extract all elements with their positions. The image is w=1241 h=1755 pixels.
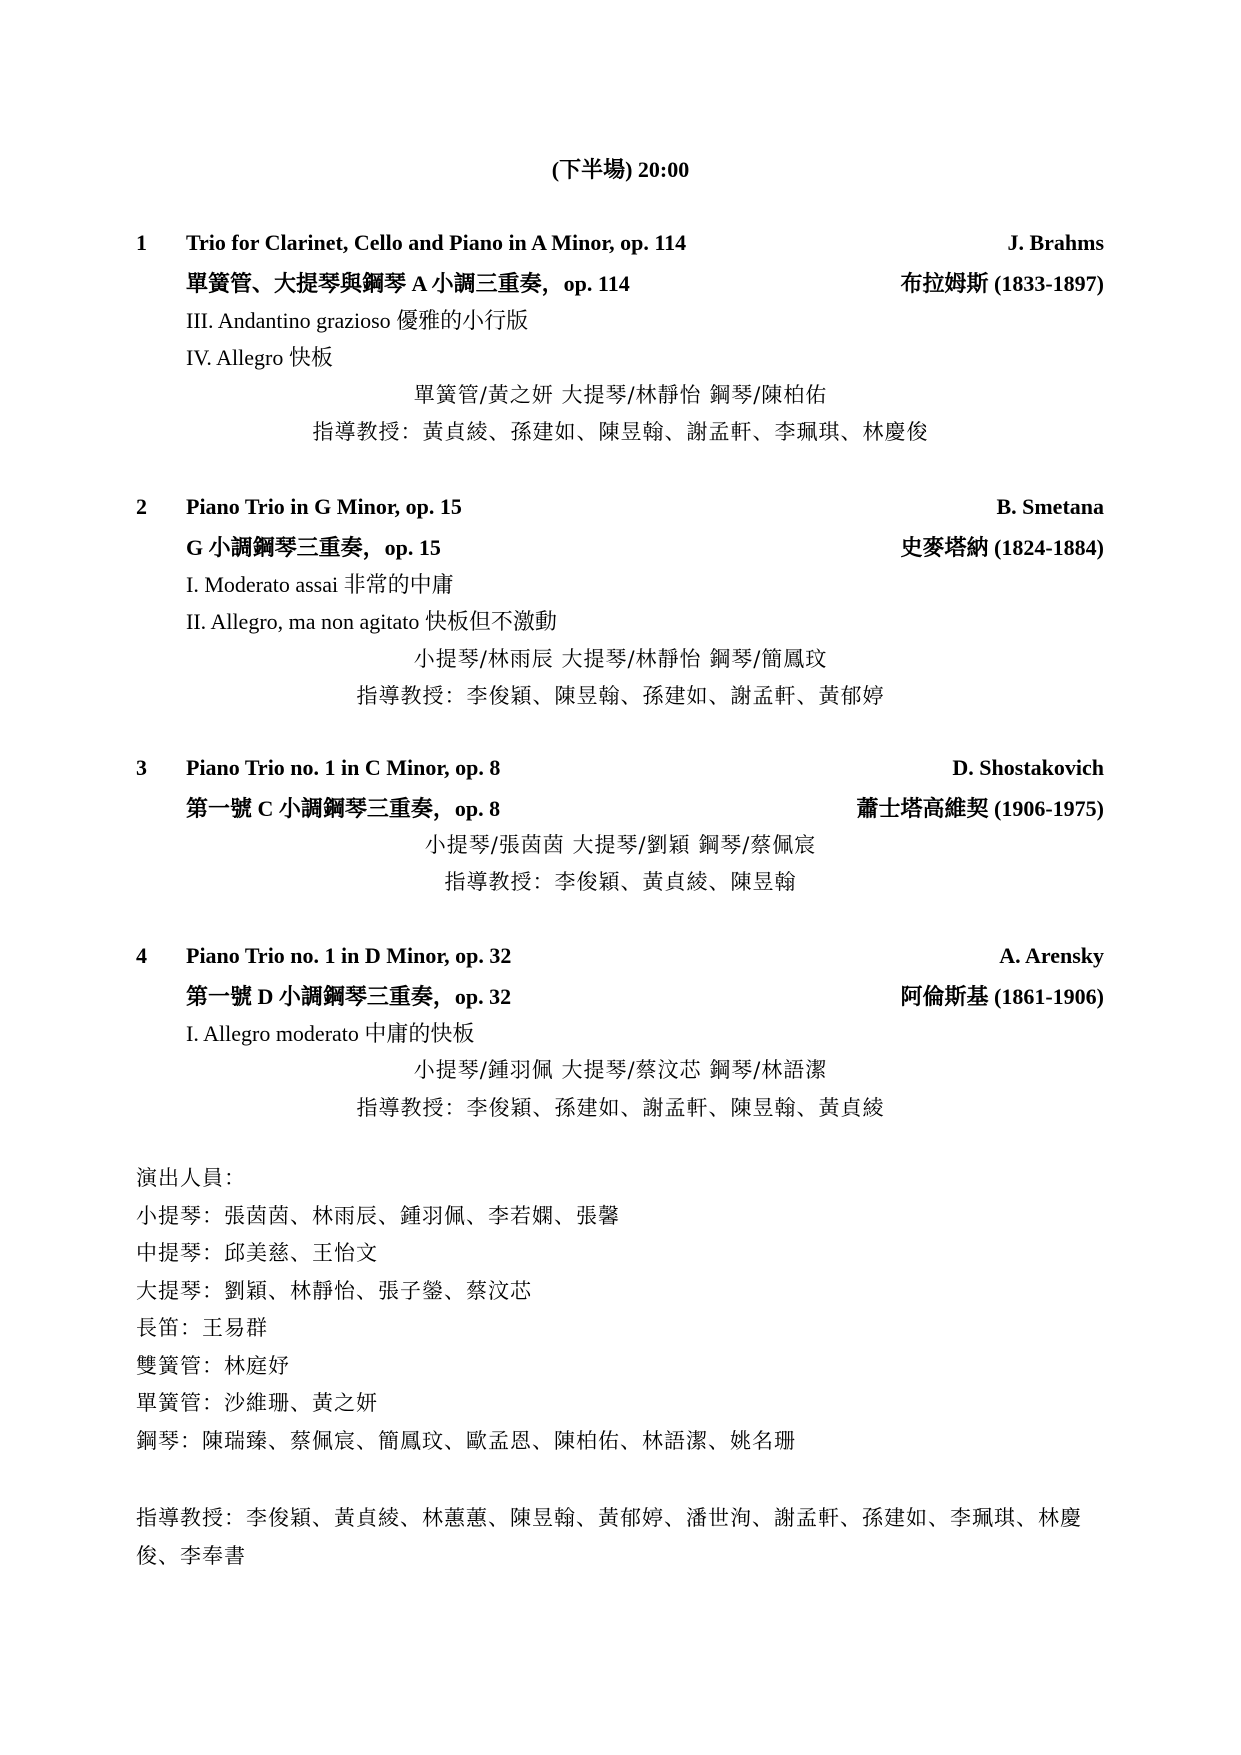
- composer-zh: 布拉姆斯 (1833-1897): [900, 271, 1104, 296]
- movement: I. Allegro moderato 中庸的快板: [186, 1021, 475, 1046]
- piece-title-zh: 第一號 C 小調鋼琴三重奏，op. 8: [186, 796, 501, 821]
- piece-number: 4: [136, 943, 147, 968]
- piece-number: 3: [136, 755, 147, 780]
- performers-heading: 演出人員：: [136, 1166, 246, 1190]
- piece-title-zh: G 小調鋼琴三重奏，op. 15: [186, 535, 441, 560]
- piece-advisors: 指導教授：李俊穎、孫建如、謝孟軒、陳昱翰、黃貞綾: [356, 1096, 885, 1120]
- piece-title-en: Piano Trio in G Minor, op. 15: [186, 494, 462, 519]
- performers-clarinet: 單簧管：沙維珊、黃之妍: [136, 1391, 378, 1415]
- composer-en: D. Shostakovich: [952, 755, 1104, 780]
- performers-piano: 鋼琴：陳瑞臻、蔡佩宸、簡鳳玟、歐孟恩、陳柏佑、林語潔、姚名珊: [136, 1428, 796, 1453]
- piece-number: 2: [136, 494, 147, 519]
- piece-advisors: 指導教授：李俊穎、黃貞綾、陳昱翰: [444, 870, 797, 894]
- performers-flute: 長笛：王易群: [136, 1316, 268, 1340]
- piece-title-en: Trio for Clarinet, Cello and Piano in A Minor, op. 114: [186, 230, 687, 255]
- composer-zh: 阿倫斯基 (1861-1906): [900, 984, 1104, 1009]
- movement: II. Allegro, ma non agitato 快板但不激動: [186, 609, 557, 634]
- piece-performers: 小提琴/張茵茵 大提琴/劉穎 鋼琴/蔡佩宸: [424, 833, 817, 857]
- piece-performers: 小提琴/林雨辰 大提琴/林靜怡 鋼琴/簡鳳玟: [413, 647, 828, 671]
- movement: I. Moderato assai 非常的中庸: [186, 572, 454, 597]
- piece-title-zh: 第一號 D 小調鋼琴三重奏，op. 32: [186, 984, 512, 1009]
- performers-violin: 小提琴：張茵茵、林雨辰、鍾羽佩、李若嫻、張馨: [136, 1203, 620, 1228]
- piece-performers: 小提琴/鍾羽佩 大提琴/蔡汶芯 鋼琴/林語潔: [413, 1058, 828, 1082]
- piece-number: 1: [136, 230, 147, 255]
- composer-en: A. Arensky: [999, 943, 1104, 968]
- performers-cello: 大提琴：劉穎、林靜怡、張子鎣、蔡汶芯: [136, 1278, 532, 1303]
- composer-zh: 蕭士塔高維契 (1906-1975): [856, 796, 1104, 821]
- composer-en: B. Smetana: [996, 494, 1104, 519]
- faculty-advisors: 指導教授：李俊穎、黃貞綾、林蕙蕙、陳昱翰、黃郁婷、潘世洵、謝孟軒、孫建如、李珮琪、林慶俊、李奉書: [136, 1506, 1082, 1568]
- composer-en: J. Brahms: [1007, 230, 1104, 255]
- piece-advisors: 指導教授：黃貞綾、孫建如、陳昱翰、謝孟軒、李珮琪、林慶俊: [312, 420, 929, 444]
- session-title: (下半場) 20:00: [551, 157, 690, 182]
- piece-title-en: Piano Trio no. 1 in D Minor, op. 32: [186, 943, 512, 968]
- performers-oboe: 雙簧管：林庭妤: [136, 1353, 290, 1378]
- movement: IV. Allegro 快板: [186, 345, 333, 370]
- composer-zh: 史麥塔納 (1824-1884): [900, 535, 1104, 560]
- piece-performers: 單簧管/黃之妍 大提琴/林靜怡 鋼琴/陳柏佑: [413, 383, 828, 407]
- piece-title-en: Piano Trio no. 1 in C Minor, op. 8: [186, 755, 501, 780]
- movement: III. Andantino grazioso 優雅的小行版: [186, 308, 529, 333]
- performers-list: [136, 1160, 1106, 1460]
- piece-advisors: 指導教授：李俊穎、陳昱翰、孫建如、謝孟軒、黃郁婷: [356, 684, 885, 708]
- piece-title-zh: 單簧管、大提琴與鋼琴 A 小調三重奏，op. 114: [186, 271, 630, 296]
- performers-viola: 中提琴：邱美慈、王怡文: [136, 1241, 378, 1265]
